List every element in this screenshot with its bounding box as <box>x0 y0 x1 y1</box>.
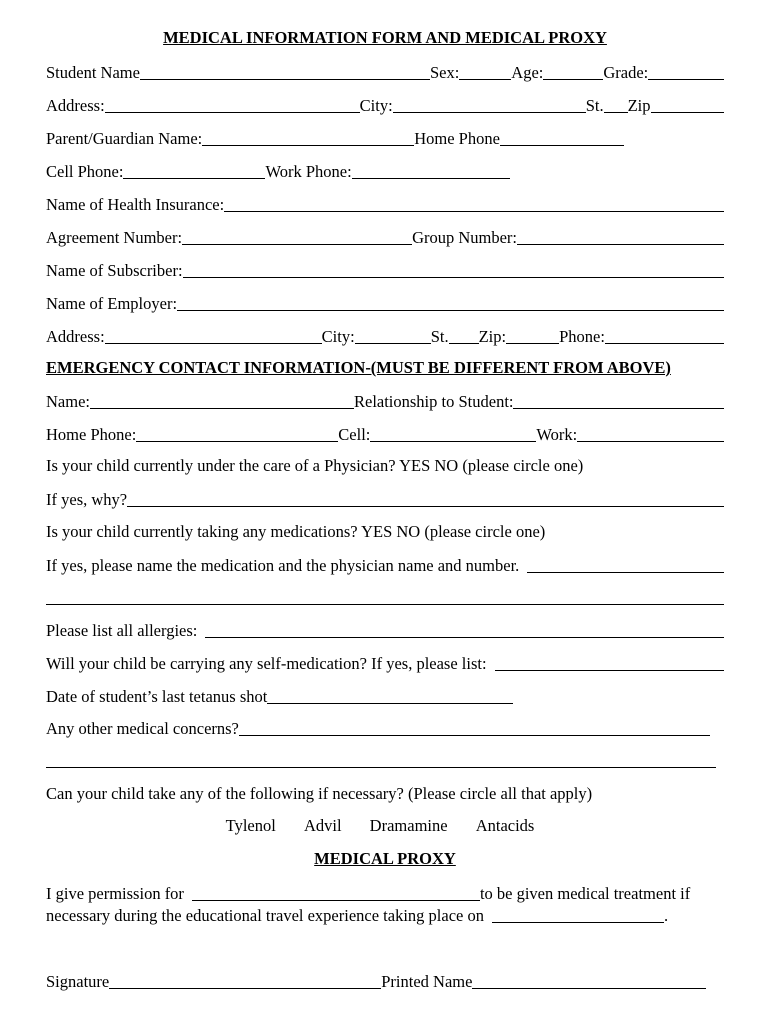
zip-label: Zip <box>627 96 651 115</box>
emergency-home-phone-label: Home Phone: <box>46 425 137 444</box>
employer-row <box>46 292 724 314</box>
state-label: St. <box>585 96 604 115</box>
permission-prefix: I give permission for <box>46 884 184 903</box>
why-field[interactable] <box>127 506 724 507</box>
subscriber-row <box>46 259 724 281</box>
signature-row <box>46 970 706 992</box>
state-field[interactable] <box>604 112 628 113</box>
option-advil[interactable]: Advil <box>303 816 342 835</box>
insurance-state-label: St. <box>430 327 449 346</box>
allergies-row <box>46 619 724 641</box>
insurance-city-field[interactable] <box>355 343 431 344</box>
tetanus-row <box>46 685 724 707</box>
printed-name-label: Printed Name <box>381 972 473 991</box>
medication-detail-label: If yes, please name the medication and the physician name and number. <box>46 556 520 575</box>
emergency-contact-heading: EMERGENCY CONTACT INFORMATION-(MUST BE DIFFERENT FROM ABOVE) <box>46 358 671 377</box>
insurance-phone-label: Phone: <box>559 327 605 346</box>
insurance-address-field[interactable] <box>105 343 322 344</box>
concerns-field[interactable] <box>239 735 710 736</box>
guardian-name-field[interactable] <box>202 145 414 146</box>
cell-phone-label: Cell Phone: <box>46 162 124 181</box>
address-field[interactable] <box>105 112 360 113</box>
form-title: MEDICAL INFORMATION FORM AND MEDICAL PROXY <box>163 28 607 47</box>
work-phone-field[interactable] <box>352 178 510 179</box>
allergies-field[interactable] <box>205 637 724 638</box>
otc-question: Can your child take any of the following if necessary? (Please circle all that apply) <box>46 784 593 803</box>
relationship-label: Relationship to Student: <box>353 392 514 411</box>
concerns-extra-line[interactable] <box>46 767 716 768</box>
age-label: Age: <box>511 63 544 82</box>
option-dramamine[interactable]: Dramamine <box>369 816 448 835</box>
medication-detail-extra-line[interactable] <box>46 604 724 605</box>
insurance-address-label: Address: <box>46 327 105 346</box>
concerns-label: Any other medical concerns? <box>46 719 239 738</box>
signature-field[interactable] <box>109 988 381 989</box>
permission-line2-prefix: necessary during the educational travel experience taking place on <box>46 906 484 925</box>
group-number-label: Group Number: <box>412 228 518 247</box>
option-tylenol[interactable]: Tylenol <box>225 816 276 835</box>
emergency-name-field[interactable] <box>90 408 354 409</box>
age-field[interactable] <box>543 79 603 80</box>
permission-row <box>46 882 716 904</box>
travel-date-field[interactable] <box>492 922 664 923</box>
student-name-field[interactable] <box>140 79 430 80</box>
self-medication-label: Will your child be carrying any self-medication? If yes, please list: <box>46 654 487 673</box>
concerns-row <box>46 717 710 739</box>
home-phone-label: Home Phone <box>414 129 500 148</box>
insurance-address-row <box>46 325 724 347</box>
insurance-state-field[interactable] <box>449 343 479 344</box>
agreement-number-field[interactable] <box>182 244 412 245</box>
permission-date-row <box>46 904 724 926</box>
emergency-cell-label: Cell: <box>338 425 371 444</box>
city-label: City: <box>359 96 393 115</box>
emergency-cell-field[interactable] <box>370 441 536 442</box>
why-row <box>46 488 724 510</box>
grade-field[interactable] <box>648 79 724 80</box>
emergency-phone-row <box>46 423 724 445</box>
phone-row <box>46 160 724 182</box>
tetanus-field[interactable] <box>267 703 513 704</box>
cell-phone-field[interactable] <box>123 178 265 179</box>
group-number-field[interactable] <box>517 244 724 245</box>
tetanus-label: Date of student’s last tetanus shot <box>46 687 268 706</box>
sex-label: Sex: <box>429 63 460 82</box>
home-phone-field[interactable] <box>500 145 624 146</box>
allergies-label: Please list all allergies: <box>46 621 198 640</box>
self-medication-field[interactable] <box>495 670 724 671</box>
agreement-number-label: Agreement Number: <box>46 228 183 247</box>
physician-question: Is your child currently under the care of a Physician? YES NO (please circle one) <box>46 456 584 475</box>
option-antacids[interactable]: Antacids <box>475 816 535 835</box>
address-label: Address: <box>46 96 105 115</box>
printed-name-field[interactable] <box>472 988 706 989</box>
health-insurance-label: Name of Health Insurance: <box>46 195 225 214</box>
otc-options <box>0 816 765 836</box>
student-address-row <box>46 94 724 116</box>
relationship-field[interactable] <box>513 408 724 409</box>
zip-field[interactable] <box>651 112 725 113</box>
emergency-work-label: Work: <box>536 425 578 444</box>
emergency-name-label: Name: <box>46 392 90 411</box>
guardian-row <box>46 127 724 149</box>
emergency-home-phone-field[interactable] <box>136 441 338 442</box>
work-phone-label: Work Phone: <box>265 162 352 181</box>
employer-field[interactable] <box>177 310 724 311</box>
sex-field[interactable] <box>459 79 511 80</box>
student-info-row <box>46 61 724 83</box>
insurance-zip-label: Zip: <box>478 327 507 346</box>
health-insurance-row <box>46 193 724 215</box>
subscriber-field[interactable] <box>183 277 724 278</box>
employer-label: Name of Employer: <box>46 294 178 313</box>
city-field[interactable] <box>393 112 586 113</box>
grade-label: Grade: <box>603 63 649 82</box>
signature-label: Signature <box>46 972 110 991</box>
insurance-zip-field[interactable] <box>506 343 559 344</box>
insurance-city-label: City: <box>321 327 355 346</box>
permission-name-field[interactable] <box>192 900 480 901</box>
medication-detail-field[interactable] <box>527 572 724 573</box>
subscriber-label: Name of Subscriber: <box>46 261 183 280</box>
medical-proxy-heading: MEDICAL PROXY <box>314 849 456 868</box>
permission-suffix: to be given medical treatment if <box>479 884 691 903</box>
why-label: If yes, why? <box>46 490 128 509</box>
permission-line2-suffix: . <box>663 906 669 925</box>
health-insurance-field[interactable] <box>224 211 724 212</box>
agreement-row <box>46 226 724 248</box>
self-medication-row <box>46 652 724 674</box>
insurance-phone-field[interactable] <box>605 343 724 344</box>
medication-detail-row <box>46 554 724 576</box>
student-name-label: Student Name <box>46 63 140 82</box>
guardian-name-label: Parent/Guardian Name: <box>46 129 203 148</box>
emergency-name-row <box>46 390 724 412</box>
emergency-work-field[interactable] <box>577 441 724 442</box>
medications-question: Is your child currently taking any medications? YES NO (please circle one) <box>46 522 546 541</box>
